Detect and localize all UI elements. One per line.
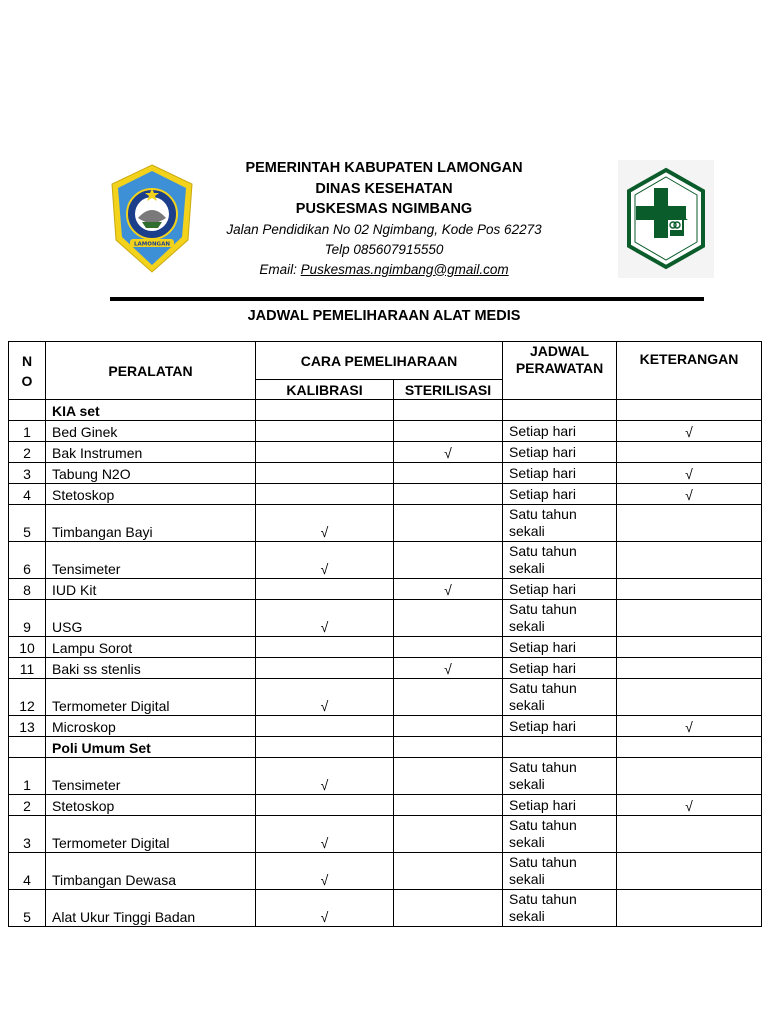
equipment-name: Stetoskop bbox=[46, 484, 256, 505]
kalibrasi-cell: √ bbox=[256, 505, 394, 542]
kalibrasi-cell: √ bbox=[256, 600, 394, 637]
table-row bbox=[9, 505, 762, 542]
row-number: 4 bbox=[9, 484, 46, 505]
table-row bbox=[9, 463, 762, 484]
jadwal-cell: Setiap hari bbox=[503, 795, 617, 816]
jadwal-cell: Setiap hari bbox=[503, 463, 617, 484]
column-header-cara-pemeliharaan: CARA PEMELIHARAAN bbox=[256, 342, 503, 380]
kalibrasi-cell: √ bbox=[256, 890, 394, 927]
table-row bbox=[9, 421, 762, 442]
letterhead-text bbox=[196, 158, 572, 280]
keterangan-cell: √ bbox=[617, 421, 762, 442]
keterangan-cell bbox=[617, 442, 762, 463]
section-title: KIA set bbox=[46, 400, 256, 421]
address-line: Jalan Pendidikan No 02 Ngimbang, Kode Pos 62273 bbox=[226, 221, 542, 237]
equipment-name: Tensimeter bbox=[46, 542, 256, 579]
equipment-name: Stetoskop bbox=[46, 795, 256, 816]
kalibrasi-cell: √ bbox=[256, 679, 394, 716]
table-row bbox=[9, 542, 762, 579]
sterilisasi-cell bbox=[394, 795, 503, 816]
sterilisasi-cell bbox=[394, 679, 503, 716]
column-header-no: N O bbox=[9, 342, 46, 400]
table-row bbox=[9, 758, 762, 795]
document-title: JADWAL PEMELIHARAAN ALAT MEDIS bbox=[247, 308, 521, 324]
maintenance-schedule-table bbox=[8, 341, 762, 927]
kalibrasi-cell bbox=[256, 637, 394, 658]
telephone-line: Telp 085607915550 bbox=[324, 241, 444, 257]
equipment-name: IUD Kit bbox=[46, 579, 256, 600]
jadwal-cell: Setiap hari bbox=[503, 716, 617, 737]
sterilisasi-cell bbox=[394, 484, 503, 505]
email-label: Email: bbox=[259, 261, 301, 277]
keterangan-cell bbox=[617, 637, 762, 658]
jadwal-cell: Satu tahun sekali bbox=[503, 542, 617, 579]
kalibrasi-cell: √ bbox=[256, 542, 394, 579]
table-row bbox=[9, 600, 762, 637]
equipment-name: Timbangan Bayi bbox=[46, 505, 256, 542]
row-number: 3 bbox=[9, 816, 46, 853]
jadwal-cell: Setiap hari bbox=[503, 579, 617, 600]
email-line bbox=[196, 260, 572, 280]
department-name: DINAS KESEHATAN bbox=[315, 180, 453, 197]
column-header-kalibrasi: KALIBRASI bbox=[256, 380, 394, 400]
header-divider bbox=[110, 297, 704, 301]
jadwal-cell: Satu tahun sekali bbox=[503, 853, 617, 890]
empty-cell bbox=[503, 400, 617, 421]
keterangan-cell: √ bbox=[617, 716, 762, 737]
row-number: 11 bbox=[9, 658, 46, 679]
empty-cell bbox=[9, 737, 46, 758]
column-header-keterangan: KETERANGAN bbox=[617, 342, 762, 400]
puskesmas-logo-icon bbox=[618, 160, 714, 278]
keterangan-cell bbox=[617, 679, 762, 716]
table-row bbox=[9, 679, 762, 716]
equipment-name: Tabung N2O bbox=[46, 463, 256, 484]
keterangan-cell bbox=[617, 890, 762, 927]
table-row bbox=[9, 853, 762, 890]
letterhead bbox=[0, 150, 768, 290]
kalibrasi-cell: √ bbox=[256, 758, 394, 795]
sterilisasi-cell bbox=[394, 816, 503, 853]
sterilisasi-cell: √ bbox=[394, 658, 503, 679]
institution-name: PUSKESMAS NGIMBANG bbox=[295, 201, 473, 217]
column-header-peralatan: PERALATAN bbox=[46, 342, 256, 400]
sterilisasi-cell bbox=[394, 421, 503, 442]
equipment-name: Timbangan Dewasa bbox=[46, 853, 256, 890]
table-row bbox=[9, 890, 762, 927]
sterilisasi-cell: √ bbox=[394, 442, 503, 463]
equipment-name: Termometer Digital bbox=[46, 816, 256, 853]
kalibrasi-cell bbox=[256, 442, 394, 463]
equipment-name: USG bbox=[46, 600, 256, 637]
equipment-name: Bak Instrumen bbox=[46, 442, 256, 463]
kalibrasi-cell: √ bbox=[256, 816, 394, 853]
keterangan-cell: √ bbox=[617, 463, 762, 484]
jadwal-cell: Satu tahun sekali bbox=[503, 890, 617, 927]
keterangan-cell: √ bbox=[617, 484, 762, 505]
row-number: 1 bbox=[9, 421, 46, 442]
keterangan-cell bbox=[617, 758, 762, 795]
section-row bbox=[9, 400, 762, 421]
kalibrasi-cell bbox=[256, 484, 394, 505]
equipment-name: Microskop bbox=[46, 716, 256, 737]
row-number: 9 bbox=[9, 600, 46, 637]
row-number: 4 bbox=[9, 853, 46, 890]
sterilisasi-cell bbox=[394, 716, 503, 737]
row-number: 13 bbox=[9, 716, 46, 737]
sterilisasi-cell: √ bbox=[394, 579, 503, 600]
kalibrasi-cell bbox=[256, 463, 394, 484]
empty-cell bbox=[617, 737, 762, 758]
row-number: 1 bbox=[9, 758, 46, 795]
row-number: 6 bbox=[9, 542, 46, 579]
table-body bbox=[9, 400, 762, 927]
table-row bbox=[9, 658, 762, 679]
table-row bbox=[9, 579, 762, 600]
row-number: 5 bbox=[9, 505, 46, 542]
table-row bbox=[9, 816, 762, 853]
kalibrasi-cell bbox=[256, 658, 394, 679]
table-row bbox=[9, 637, 762, 658]
keterangan-cell bbox=[617, 600, 762, 637]
keterangan-cell: √ bbox=[617, 795, 762, 816]
equipment-name: Bed Ginek bbox=[46, 421, 256, 442]
keterangan-cell bbox=[617, 505, 762, 542]
jadwal-cell: Setiap hari bbox=[503, 421, 617, 442]
row-number: 5 bbox=[9, 890, 46, 927]
row-number: 8 bbox=[9, 579, 46, 600]
empty-cell bbox=[394, 400, 503, 421]
table-row bbox=[9, 442, 762, 463]
government-name: PEMERINTAH KABUPATEN LAMONGAN bbox=[245, 160, 523, 176]
jadwal-cell: Satu tahun sekali bbox=[503, 816, 617, 853]
jadwal-cell: Satu tahun sekali bbox=[503, 505, 617, 542]
kalibrasi-cell bbox=[256, 579, 394, 600]
lamongan-regency-emblem-icon bbox=[108, 162, 196, 277]
sterilisasi-cell bbox=[394, 890, 503, 927]
empty-cell bbox=[394, 737, 503, 758]
empty-cell bbox=[617, 400, 762, 421]
section-row bbox=[9, 737, 762, 758]
row-number: 2 bbox=[9, 442, 46, 463]
equipment-name: Alat Ukur Tinggi Badan bbox=[46, 890, 256, 927]
kalibrasi-cell bbox=[256, 716, 394, 737]
row-number: 10 bbox=[9, 637, 46, 658]
equipment-name: Baki ss stenlis bbox=[46, 658, 256, 679]
table-row bbox=[9, 795, 762, 816]
jadwal-cell: Setiap hari bbox=[503, 637, 617, 658]
sterilisasi-cell bbox=[394, 600, 503, 637]
equipment-name: Lampu Sorot bbox=[46, 637, 256, 658]
keterangan-cell bbox=[617, 658, 762, 679]
empty-cell bbox=[256, 737, 394, 758]
jadwal-cell: Setiap hari bbox=[503, 484, 617, 505]
jadwal-cell: Setiap hari bbox=[503, 442, 617, 463]
emblem-scroll-text: LAMONGAN bbox=[134, 241, 170, 248]
kalibrasi-cell: √ bbox=[256, 853, 394, 890]
jadwal-cell: Satu tahun sekali bbox=[503, 600, 617, 637]
equipment-name: Termometer Digital bbox=[46, 679, 256, 716]
kalibrasi-cell bbox=[256, 795, 394, 816]
email-link[interactable]: Puskesmas.ngimbang@gmail.com bbox=[300, 261, 509, 277]
sterilisasi-cell bbox=[394, 463, 503, 484]
jadwal-cell: Satu tahun sekali bbox=[503, 679, 617, 716]
empty-cell bbox=[256, 400, 394, 421]
jadwal-cell: Setiap hari bbox=[503, 658, 617, 679]
column-header-jadwal-perawatan: JADWAL PERAWATAN bbox=[503, 342, 617, 400]
empty-cell bbox=[9, 400, 46, 421]
sterilisasi-cell bbox=[394, 505, 503, 542]
equipment-name: Tensimeter bbox=[46, 758, 256, 795]
sterilisasi-cell bbox=[394, 853, 503, 890]
row-number: 2 bbox=[9, 795, 46, 816]
jadwal-cell: Satu tahun sekali bbox=[503, 758, 617, 795]
keterangan-cell bbox=[617, 816, 762, 853]
keterangan-cell bbox=[617, 853, 762, 890]
table-row bbox=[9, 716, 762, 737]
sterilisasi-cell bbox=[394, 542, 503, 579]
row-number: 3 bbox=[9, 463, 46, 484]
column-header-sterilisasi: STERILISASI bbox=[394, 380, 503, 400]
section-title: Poli Umum Set bbox=[46, 737, 256, 758]
empty-cell bbox=[503, 737, 617, 758]
table-row bbox=[9, 484, 762, 505]
sterilisasi-cell bbox=[394, 637, 503, 658]
row-number: 12 bbox=[9, 679, 46, 716]
kalibrasi-cell bbox=[256, 421, 394, 442]
keterangan-cell bbox=[617, 542, 762, 579]
sterilisasi-cell bbox=[394, 758, 503, 795]
keterangan-cell bbox=[617, 579, 762, 600]
